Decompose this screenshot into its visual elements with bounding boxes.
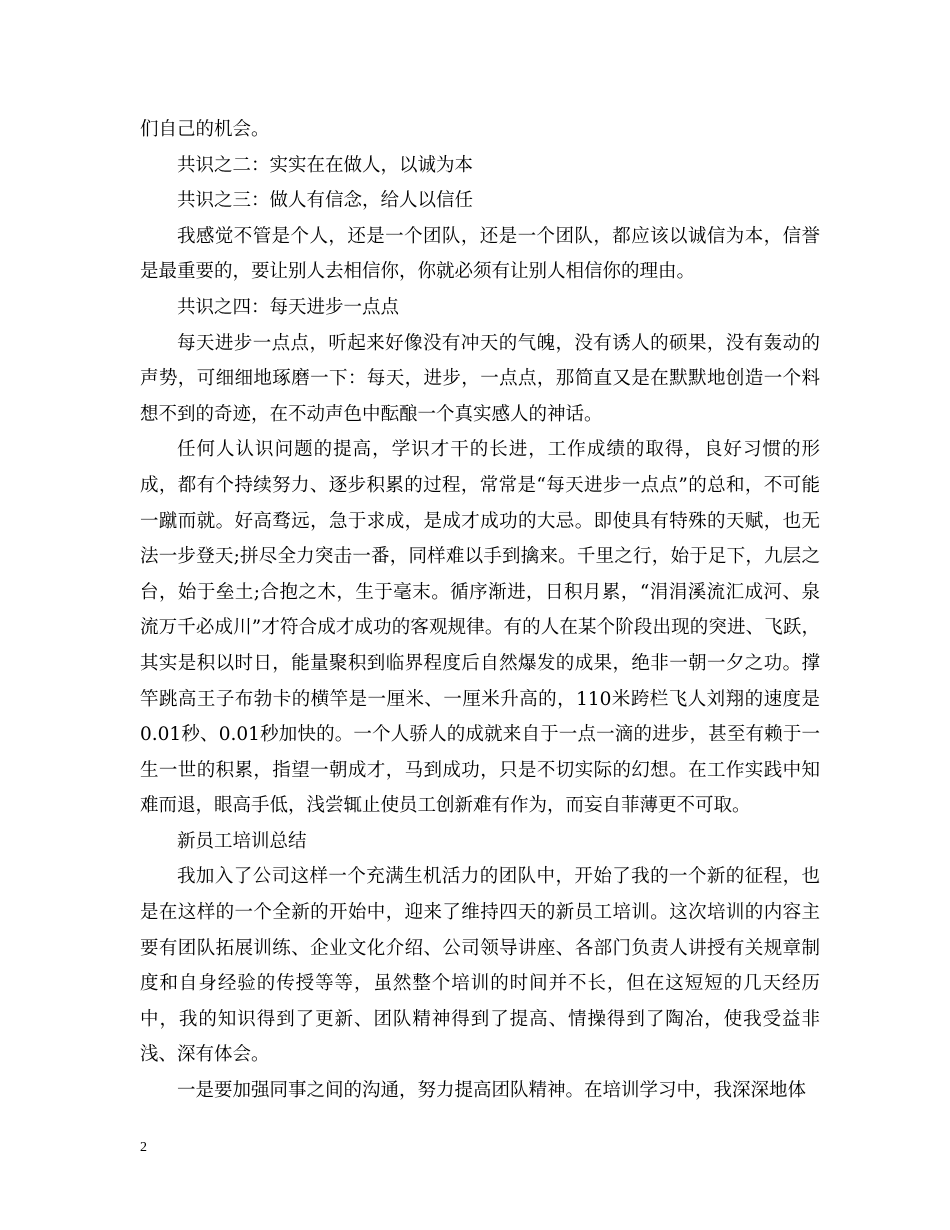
heading-consensus-two: 共识之二：实实在在做人，以诚为本 — [177, 154, 474, 176]
heading-consensus-four: 共识之四：每天进步一点点 — [177, 296, 400, 318]
paragraph-training-intro: 我加入了公司这样一个充满生机活力的团队中，开始了我的一个新的征程，也是在这样的一个全新的开始中，迎来了维持四天的新员工培训。这次培训的内容主要有团队拓展训练、企业文化介绍、公司领导讲座、各部门负责人讲授有关规章制度和自身经验的传授等等，虽然整个培训的时间并不长，但在这短短的几天经历中，我的知识得到了更新、团队精神得到了提高、情操得到了陶冶，使我受益非浅、深有体会。 — [140, 866, 820, 1066]
paragraph-accumulation: 任何人认识问题的提高，学识才干的长进，工作成绩的取得，良好习惯的形成，都有个持续努力、逐步积累的过程，常常是“每天进步一点点”的总和，不可能一蹴而就。好高骛远，急于求成，是成才成功的大忌。即使具有特殊的天赋，也无法一步登天;拼尽全力突击一番，同样难以手到擒来。千里之行，始于足下，九层之台，始于垒土;合抱之木，生于毫末。循序渐进，日积月累，“涓涓溪流汇成河、泉流万千必成川”才符合成才成功的客观规律。有的人在某个阶段出现的突进、飞跃，其实是积以时日，能量聚积到临界程度后自然爆发的成果，绝非一朝一夕之功。撑竿跳高王子布勃卡的横竿是一厘米、一厘米升高的，110米跨栏飞人刘翔的速度是0.01秒、0.01秒加快的。一个人骄人的成就来自于一点一滴的进步，甚至有赖于一生一世的积累，指望一朝成才，马到成功，只是不切实际的幻想。在工作实践中知难而退，眼高手低，浅尝辄止使员工创新难有作为，而妄自菲薄更不可取。 — [140, 439, 820, 817]
heading-training-summary: 新员工培训总结 — [177, 830, 307, 852]
page-number: 2 — [140, 1140, 147, 1155]
document-body — [140, 112, 820, 1109]
paragraph-daily-progress: 每天进步一点点，听起来好像没有冲天的气魄，没有诱人的硕果，没有轰动的声势，可细细地琢磨一下：每天，进步，一点点，那简直又是在默默地创造一个料想不到的奇迹，在不动声色中酝酿一个真实感人的神话。 — [140, 332, 820, 425]
heading-consensus-three: 共识之三：做人有信念，给人以信任 — [177, 190, 474, 212]
paragraph-communication: 一是要加强同事之间的沟通，努力提高团队精神。在培训学习中，我深深地体 — [177, 1080, 807, 1102]
paragraph-integrity: 我感觉不管是个人，还是一个团队，还是一个团队，都应该以诚信为本，信誉是最重要的，要让别人去相信你，你就必须有让别人相信你的理由。 — [140, 225, 820, 283]
paragraph-continuation: 们自己的机会。 — [140, 119, 270, 140]
